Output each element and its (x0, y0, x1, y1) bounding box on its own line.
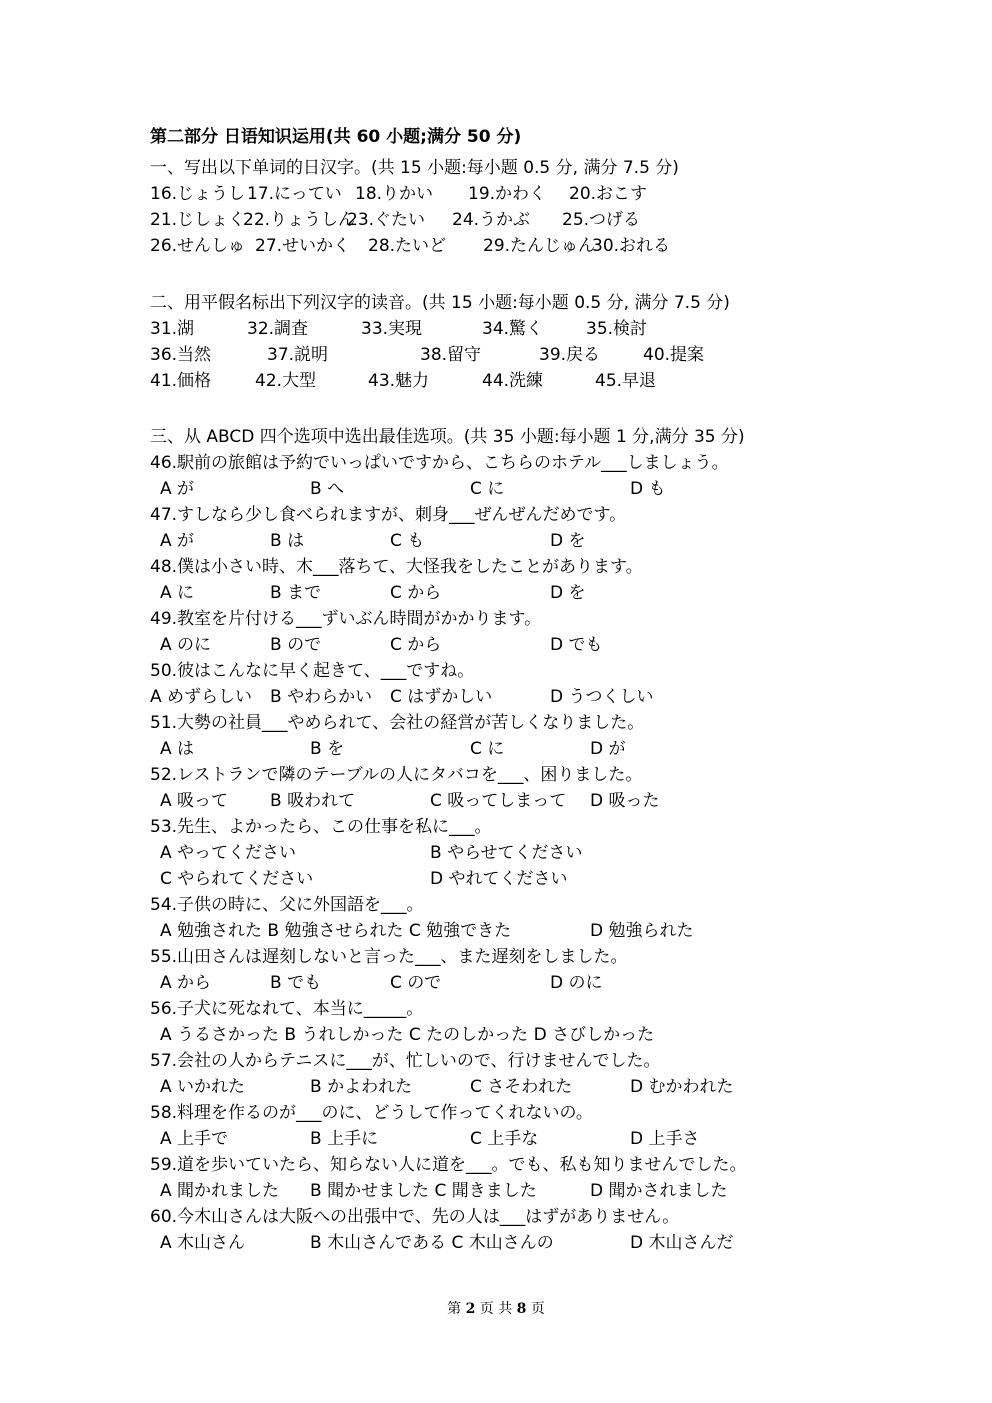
kanji-item: 45.早退 (595, 371, 657, 391)
section2-heading: 二、用平假名标出下列汉字的读音。(共 15 小题:每小题 0.5 分, 满分 7.5 分) (150, 293, 730, 313)
question-58: 58.料理を作るのが___のに、どうして作ってくれないの。 (150, 1103, 593, 1123)
option-d[interactable]: D 上手さ (630, 1129, 700, 1149)
kanji-item: 33.実現 (361, 319, 423, 339)
kanji-item: 43.魅力 (368, 371, 430, 391)
option-b[interactable]: B を (310, 739, 345, 759)
question-59: 59.道を歩いていたら、知らない人に道を___。でも、私も知りませんでした。 (150, 1155, 747, 1175)
option-a[interactable]: A のに (160, 635, 212, 655)
kanji-item: 31.湖 (150, 319, 195, 339)
option-c[interactable]: C から (390, 635, 442, 655)
section1-heading: 一、写出以下单词的日汉字。(共 15 小题:每小题 0.5 分, 满分 7.5 分) (150, 158, 679, 178)
page-total: 8 (516, 1301, 527, 1317)
question-56: 56.子犬に死なれて、本当に_____。 (150, 999, 424, 1019)
vocab-item: 20.おこす (569, 184, 648, 204)
kanji-item: 32.調査 (247, 319, 309, 339)
vocab-item: 30.おれる (592, 236, 671, 256)
option-c[interactable]: C やられてください (160, 869, 314, 889)
option-a[interactable]: A 上手で (160, 1129, 229, 1149)
option-c[interactable]: C はずかしい (390, 687, 493, 707)
vocab-item: 26.せんしゅ (150, 236, 246, 256)
footer-suffix: 页 (526, 1301, 545, 1317)
option-c[interactable]: C ので (390, 973, 442, 993)
option-d[interactable]: D やれてください (430, 869, 568, 889)
option-all[interactable]: A うるさかった B うれしかった C たのしかった D さびしかった (160, 1025, 655, 1045)
option-d[interactable]: D でも (550, 635, 603, 655)
question-55: 55.山田さんは遅刻しないと言った___、また遅刻をしました。 (150, 947, 628, 967)
option-c[interactable]: C に (470, 739, 505, 759)
option-d[interactable]: D 吸った (590, 791, 660, 811)
option-b[interactable]: B やわらかい (270, 687, 373, 707)
section3-heading: 三、从 ABCD 四个选项中选出最佳选项。(共 35 小题:每小题 1 分,满分 35 分) (150, 427, 745, 447)
footer-prefix: 第 (447, 1301, 466, 1317)
option-b[interactable]: B やらせてください (430, 843, 583, 863)
option-c[interactable]: C から (390, 583, 442, 603)
kanji-item: 42.大型 (255, 371, 317, 391)
vocab-item: 21.じしょく (150, 210, 246, 230)
kanji-item: 40.提案 (643, 345, 705, 365)
question-57: 57.会社の人からテニスに___が、忙しいので、行けませんでした。 (150, 1051, 661, 1071)
question-52: 52.レストランで隣のテーブルの人にタバコを___、困りました。 (150, 765, 643, 785)
option-d[interactable]: D を (550, 531, 586, 551)
kanji-item: 44.洗練 (482, 371, 544, 391)
option-b[interactable]: B は (270, 531, 305, 551)
kanji-item: 41.価格 (150, 371, 212, 391)
question-49: 49.教室を片付ける___ずいぶん時間がかかります。 (150, 609, 542, 629)
question-53: 53.先生、よかったら、この仕事を私に___。 (150, 817, 492, 837)
vocab-item: 22.りょうしん (243, 210, 356, 230)
option-b[interactable]: B へ (310, 479, 345, 499)
vocab-item: 17.にってい (247, 184, 342, 204)
page-number: 2 (465, 1301, 476, 1317)
kanji-item: 35.検討 (586, 319, 648, 339)
vocab-item: 29.たんじゅん (483, 236, 596, 256)
page-footer (0, 1299, 992, 1319)
option-b[interactable]: B 上手に (310, 1129, 379, 1149)
option-a[interactable]: A 吸って (160, 791, 229, 811)
kanji-item: 37.説明 (267, 345, 329, 365)
option-d[interactable]: D も (630, 479, 666, 499)
vocab-item: 23.ぐたい (347, 210, 426, 230)
option-d[interactable]: D を (550, 583, 586, 603)
option-a[interactable]: A 聞かれました (160, 1181, 280, 1201)
option-a[interactable]: A が (160, 479, 195, 499)
option-a[interactable]: A は (160, 739, 195, 759)
option-c[interactable]: C さそわれた (470, 1077, 573, 1097)
option-c[interactable]: C に (470, 479, 505, 499)
option-bc[interactable]: B 聞かせました C 聞きました (310, 1181, 537, 1201)
vocab-item: 16.じょうし (150, 184, 246, 204)
option-d[interactable]: D 聞かされました (590, 1181, 728, 1201)
option-a[interactable]: A 木山さん (160, 1233, 246, 1253)
option-d[interactable]: D 木山さんだ (630, 1233, 734, 1253)
option-b[interactable]: B でも (270, 973, 322, 993)
vocab-item: 27.せいかく (255, 236, 351, 256)
question-51: 51.大勢の社員___やめられて、会社の経営が苦しくなりました。 (150, 713, 645, 733)
option-a[interactable]: A やってください (160, 843, 297, 863)
vocab-item: 24.うかぶ (452, 210, 531, 230)
option-a[interactable]: A から (160, 973, 212, 993)
option-b[interactable]: B 吸われて (270, 791, 356, 811)
option-d[interactable]: D うつくしい (550, 687, 654, 707)
question-60: 60.今木山さんは大阪への出張中で、先の人は___はずがありません。 (150, 1207, 680, 1227)
question-54: 54.子供の時に、父に外国語を___。 (150, 895, 424, 915)
vocab-item: 19.かわく (468, 184, 547, 204)
question-46: 46.駅前の旅館は予約でいっぱいですから、こちらのホテル___しましょう。 (150, 453, 729, 473)
question-47: 47.すしなら少し食べられますが、刺身___ぜんぜんだめです。 (150, 505, 627, 525)
vocab-item: 28.たいど (368, 236, 447, 256)
option-c[interactable]: C も (390, 531, 425, 551)
option-a[interactable]: A めずらしい (150, 687, 253, 707)
option-d[interactable]: D むかわれた (630, 1077, 734, 1097)
option-b[interactable]: B かよわれた (310, 1077, 413, 1097)
option-d[interactable]: D 勉強られた (590, 921, 694, 941)
option-a[interactable]: A いかれた (160, 1077, 246, 1097)
kanji-item: 34.驚く (482, 319, 544, 339)
option-b[interactable]: B まで (270, 583, 322, 603)
option-a[interactable]: A が (160, 531, 195, 551)
vocab-item: 18.りかい (355, 184, 434, 204)
option-a[interactable]: A に (160, 583, 195, 603)
kanji-item: 38.留守 (420, 345, 482, 365)
option-d[interactable]: D のに (550, 973, 603, 993)
option-c[interactable]: C 上手な (470, 1129, 539, 1149)
vocab-item: 25.つげる (562, 210, 641, 230)
question-50: 50.彼はこんなに早く起きて、___ですね。 (150, 661, 475, 681)
kanji-item: 39.戻る (539, 345, 601, 365)
footer-middle: 页 共 (475, 1301, 517, 1317)
kanji-item: 36.当然 (150, 345, 212, 365)
option-d[interactable]: D が (590, 739, 626, 759)
part-title: 第二部分 日语知识运用(共 60 小题;满分 50 分) (150, 127, 522, 147)
option-abc[interactable]: A 勉強された B 勉強させられた C 勉強できた (160, 921, 512, 941)
option-b[interactable]: B ので (270, 635, 322, 655)
option-c[interactable]: C 吸ってしまって (430, 791, 567, 811)
question-48: 48.僕は小さい時、木___落ちて、大怪我をしたことがあります。 (150, 557, 643, 577)
option-bc[interactable]: B 木山さんである C 木山さんの (310, 1233, 554, 1253)
